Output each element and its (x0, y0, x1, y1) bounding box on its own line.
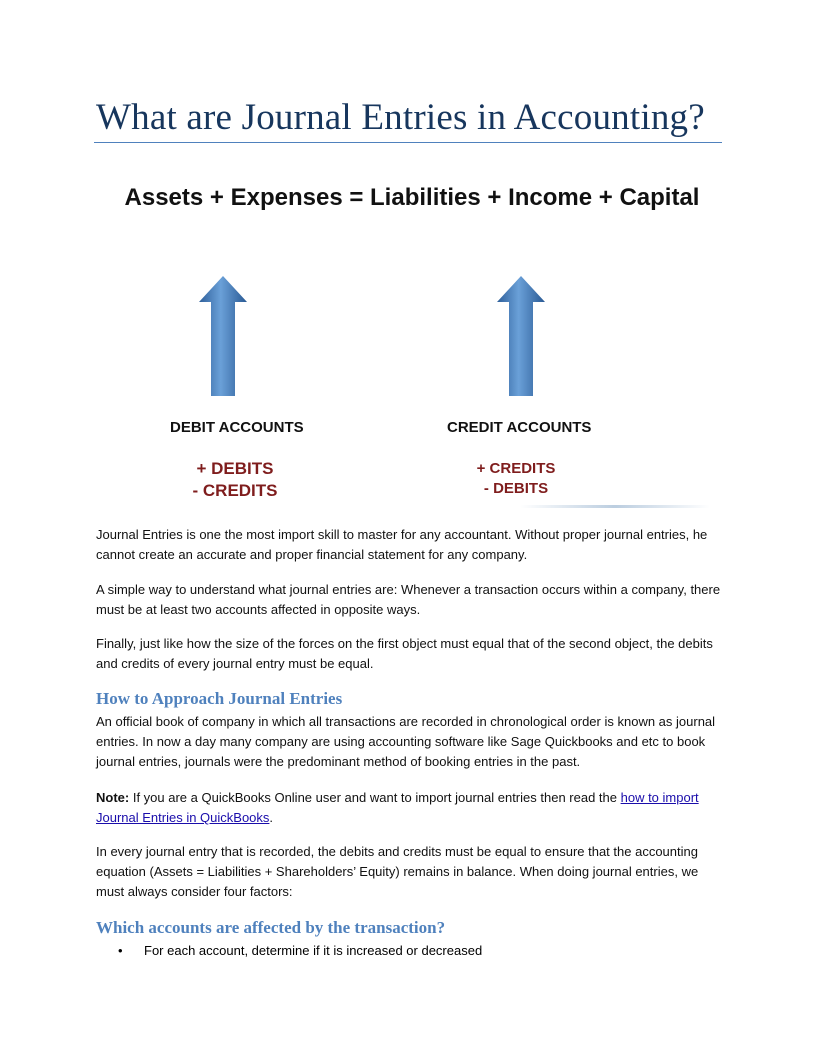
section-heading: How to Approach Journal Entries (96, 689, 343, 708)
credit-rule (468, 459, 564, 498)
debit-rule-line: + DEBITS (196, 459, 274, 478)
paragraph: A simple way to understand what journal entries are: Whenever a transaction occurs within a company, there must be at least two accounts affected in opposite ways. (96, 582, 721, 617)
bullet-icon: • (118, 943, 123, 958)
credit-accounts-label: CREDIT ACCOUNTS (447, 419, 592, 436)
credit-rule-line: + CREDITS (476, 460, 556, 477)
list-item-text: For each account, determine if it is increased or decreased (144, 943, 483, 958)
credit-up-arrow-icon (497, 276, 545, 398)
paragraph: In every journal entry that is recorded, the debits and credits must be equal to ensure that the accounting equation (Assets = Liabilities + Shareholders’ Equity) remains in balance. When doing journal entries, we must always consider four factors: (96, 844, 699, 899)
debit-rule-line: - CREDITS (192, 481, 278, 501)
title-underline (94, 142, 722, 143)
note-text: If you are a QuickBooks Online user and want to import journal entries then read the (129, 790, 621, 805)
paragraph: An official book of company in which all transactions are recorded in chronological order is known as journal entries. In now a day many company are using accounting software like Sage Quickbooks and etc to book journal entries, journals were the predominant method of booking entries in the past. (96, 714, 716, 769)
credit-rule-line: - DEBITS (483, 479, 549, 497)
paragraph: Finally, just like how the size of the forces on the first object must equal that of the second object, the debits and credits of every journal entry must be equal. (96, 636, 713, 671)
decorative-line (520, 505, 710, 508)
paragraph: Journal Entries is one the most import skill to master for any accountant. Without proper journal entries, he cannot create an accurate and proper financial statement for any company. (96, 527, 708, 562)
accounting-equation: Assets + Expenses = Liabilities + Income + Capital (124, 184, 700, 211)
debit-up-arrow-icon (199, 276, 247, 398)
debit-rule (180, 458, 290, 502)
note-label: Note: (96, 790, 130, 805)
page-title: What are Journal Entries in Accounting? (96, 97, 705, 138)
import-journal-entries-link[interactable]: how to import Journal Entries in QuickBooks (96, 790, 699, 825)
note-paragraph (96, 788, 722, 828)
section-heading: Which accounts are affected by the transaction? (96, 918, 446, 937)
debit-accounts-label: DEBIT ACCOUNTS (170, 419, 304, 436)
note-end: . (269, 810, 274, 825)
